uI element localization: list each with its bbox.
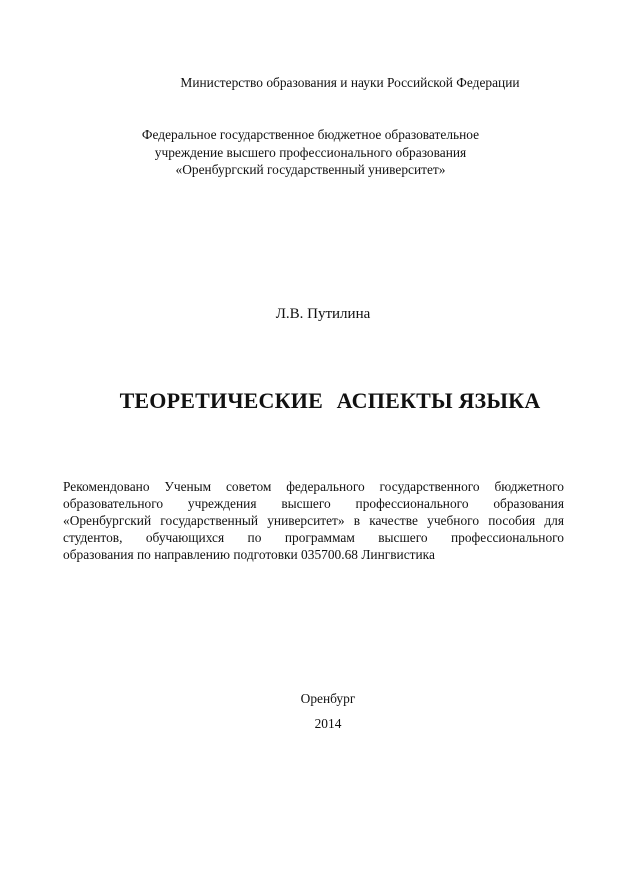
- recommendation-line: образовательного учреждения высшего профессионального образования: [63, 496, 564, 511]
- recommendation-line: «Оренбургский государственный университет» в качестве учебного пособия для: [63, 513, 564, 528]
- university-line-3: «Оренбургский государственный университет»: [175, 162, 446, 177]
- recommendation-line: студентов, обучающихся по программам высшего профессионального: [63, 530, 564, 545]
- recommendation-line: Рекомендовано Ученым советом федерального государственного бюджетного: [63, 479, 564, 494]
- ministry-heading: Министерство образования и науки Российской Федерации: [180, 75, 520, 90]
- document-title: [0, 388, 621, 414]
- year: 2014: [314, 716, 342, 731]
- title-word-2: АСПЕКТЫ ЯЗЫКА: [336, 388, 541, 413]
- city: Оренбург: [300, 691, 356, 706]
- university-line-1: Федеральное государственное бюджетное образовательное: [141, 127, 480, 142]
- university-line-2: учреждение высшего профессионального образования: [154, 145, 467, 160]
- author-name: Л.В. Путилина: [275, 306, 371, 322]
- recommendation-line: образования по направлению подготовки 035700.68 Лингвистика: [63, 547, 435, 562]
- recommendation-paragraph: [63, 478, 564, 563]
- title-word-1: ТЕОРЕТИЧЕСКИЕ: [119, 388, 323, 413]
